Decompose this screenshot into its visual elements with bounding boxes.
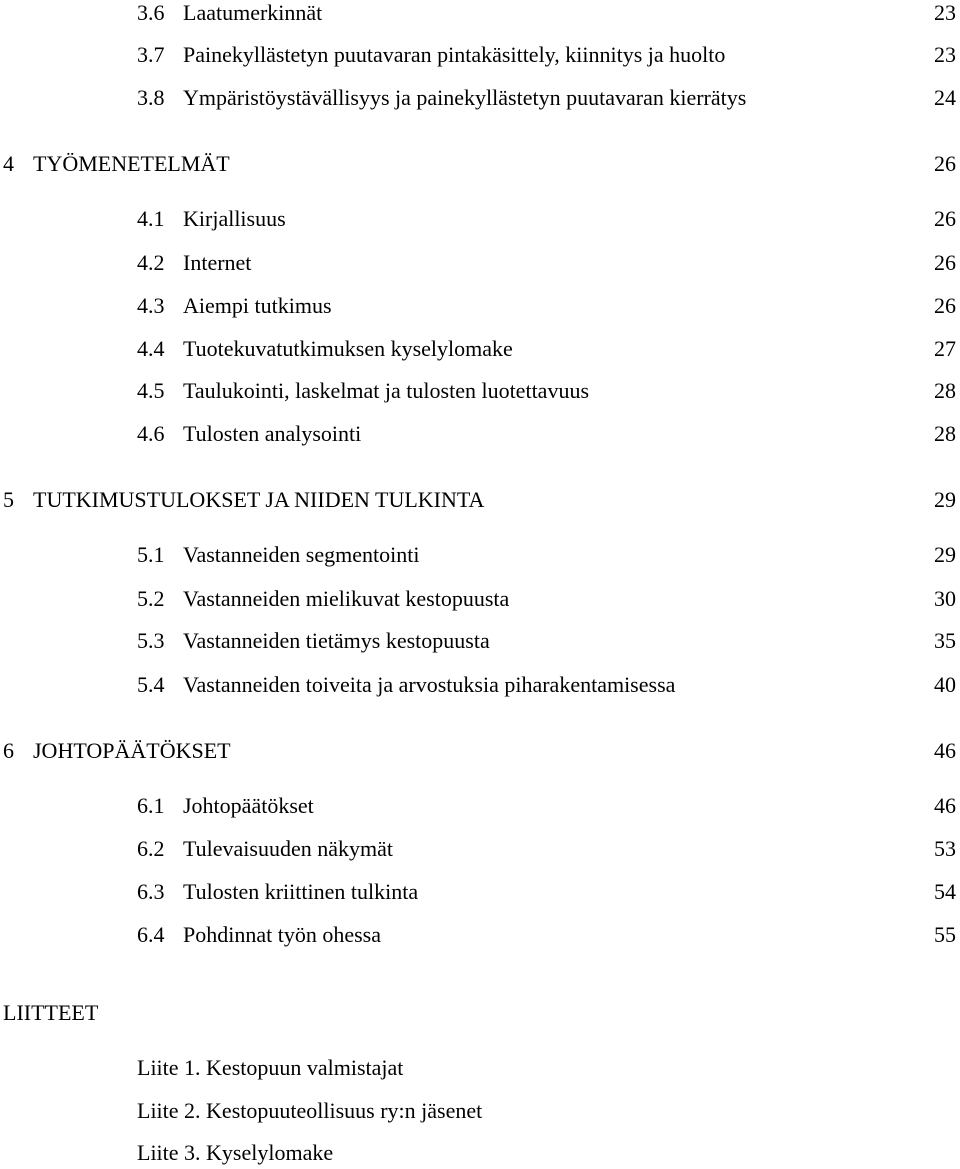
toc-entry — [0, 834, 960, 864]
toc-entry — [0, 791, 960, 821]
toc-title: TUTKIMUSTULOKSET JA NIIDEN TULKINTA — [33, 487, 485, 512]
toc-entry — [0, 0, 960, 28]
toc-number: 4.3 — [137, 293, 165, 318]
toc-page: 23 — [934, 0, 956, 25]
appendix-item-text: Liite 1. Kestopuun valmistajat — [137, 1055, 404, 1080]
toc-title: Laatumerkinnät — [183, 0, 323, 25]
toc-number: 5.4 — [137, 672, 165, 697]
toc-page: 54 — [934, 879, 956, 904]
toc-title: Vastanneiden toiveita ja arvostuksia piharakentamisessa — [183, 672, 676, 697]
toc-number: 6.4 — [137, 922, 165, 947]
toc-title: TYÖMENETELMÄT — [33, 151, 230, 176]
toc-entry — [0, 626, 960, 656]
appendix-heading — [0, 998, 960, 1028]
toc-entry — [0, 376, 960, 406]
toc-number: 4.5 — [137, 378, 165, 403]
toc-page: 26 — [934, 206, 956, 231]
toc-number: 6 — [3, 738, 14, 763]
toc-entry — [0, 204, 960, 234]
toc-chapter — [0, 485, 960, 515]
toc-title: Tulosten analysointi — [183, 421, 362, 446]
toc-entry — [0, 419, 960, 449]
appendix-item — [0, 1053, 960, 1083]
toc-page: 55 — [934, 922, 956, 947]
toc-entry — [0, 334, 960, 364]
toc-number: 4.1 — [137, 206, 165, 231]
toc-entry — [0, 40, 960, 70]
toc-number: 6.3 — [137, 879, 165, 904]
toc-number: 3.7 — [137, 42, 165, 67]
toc-number: 5.3 — [137, 628, 165, 653]
toc-number: 4.6 — [137, 421, 165, 446]
toc-title: Vastanneiden tietämys kestopuusta — [183, 628, 490, 653]
toc-number: 3.6 — [137, 0, 165, 25]
toc-page: 29 — [934, 542, 956, 567]
toc-page: 46 — [934, 793, 956, 818]
toc-page: 28 — [934, 421, 956, 446]
appendix-item — [0, 1096, 960, 1126]
toc-number: 6.2 — [137, 836, 165, 861]
toc-entry — [0, 83, 960, 113]
toc-title: Taulukointi, laskelmat ja tulosten luotettavuus — [183, 378, 590, 403]
toc-number: 6.1 — [137, 793, 165, 818]
toc-page: 53 — [934, 836, 956, 861]
toc-number: 4 — [3, 151, 14, 176]
toc-page: 40 — [934, 672, 956, 697]
toc-title: Painekyllästetyn puutavaran pintakäsittely, kiinnitys ja huolto — [183, 42, 726, 67]
toc-title: Internet — [183, 250, 252, 275]
toc-page: 46 — [934, 738, 956, 763]
toc-entry — [0, 920, 960, 950]
toc-title: Tuotekuvatutkimuksen kyselylomake — [183, 336, 513, 361]
toc-page: 35 — [934, 628, 956, 653]
toc-title: Vastanneiden mielikuvat kestopuusta — [183, 586, 510, 611]
toc-number: 5 — [3, 487, 14, 512]
toc-entry — [0, 291, 960, 321]
toc-page: 26 — [934, 250, 956, 275]
toc-chapter — [0, 736, 960, 766]
toc-page: 29 — [934, 487, 956, 512]
toc-entry — [0, 248, 960, 278]
toc-title: Vastanneiden segmentointi — [183, 542, 420, 567]
toc-entry — [0, 877, 960, 907]
toc-title: Aiempi tutkimus — [183, 293, 332, 318]
toc-entry — [0, 670, 960, 700]
toc-title: JOHTOPÄÄTÖKSET — [33, 738, 231, 763]
toc-title: Pohdinnat työn ohessa — [183, 922, 381, 947]
toc-page: 27 — [934, 336, 956, 361]
toc-page: 28 — [934, 378, 956, 403]
toc-number: 4.2 — [137, 250, 165, 275]
appendix-item — [0, 1138, 960, 1168]
toc-title: Ympäristöystävällisyys ja painekyllästetyn puutavaran kierrätys — [183, 85, 747, 110]
appendix-item-text: Liite 3. Kyselylomake — [137, 1140, 334, 1165]
toc-title: Johtopäätökset — [183, 793, 314, 818]
toc-chapter — [0, 149, 960, 179]
appendix-heading-text: LIITTEET — [3, 1000, 99, 1025]
toc-page: 23 — [934, 42, 956, 67]
toc-page: 24 — [934, 85, 956, 110]
toc-title: Tulevaisuuden näkymät — [183, 836, 393, 861]
toc-number: 5.2 — [137, 586, 165, 611]
toc-title: Tulosten kriittinen tulkinta — [183, 879, 419, 904]
toc-title: Kirjallisuus — [183, 206, 286, 231]
appendix-item-text: Liite 2. Kestopuuteollisuus ry:n jäsenet — [137, 1098, 483, 1123]
toc-page: 26 — [934, 151, 956, 176]
toc-number: 4.4 — [137, 336, 165, 361]
toc-number: 3.8 — [137, 85, 165, 110]
toc-page: 26 — [934, 293, 956, 318]
toc-entry — [0, 540, 960, 570]
toc-page: 30 — [934, 586, 956, 611]
toc-entry — [0, 584, 960, 614]
toc-number: 5.1 — [137, 542, 165, 567]
